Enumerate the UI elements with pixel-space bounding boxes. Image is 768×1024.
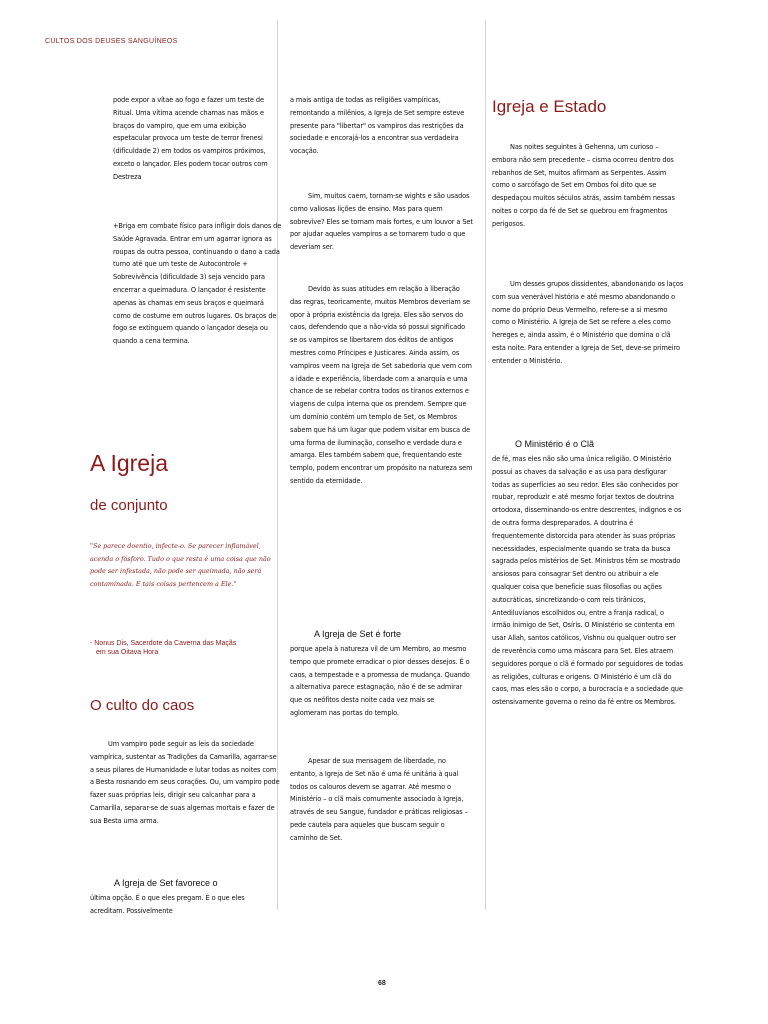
quote-attribution: [90, 640, 280, 657]
col3-paragraph-2: Um desses grupos dissidentes, abandonando os laços com sua venerável história e até mesmo abandonando o nome do próprio Deus Vermelho, refere-se a si mesmo como o Ministério. A Igreja de Set se refere a eles como hereges e, ainda assim, é o Ministério que domina o clã esta noite. Para entender a Igreja de Set, deve-se primeiro entender o Ministério.: [492, 280, 684, 365]
heading-a-igreja: A Igreja: [90, 450, 168, 476]
attribution-line-1: - Nonus Dis, Sacerdote da Caverna das Maçãs: [90, 640, 237, 647]
col1-paragraph-4: última opção. É o que eles pregam. É o que eles acreditam. Possivelmente: [90, 894, 245, 915]
heading-culto-do-caos: O culto do caos: [90, 697, 195, 714]
col3-paragraph-1: Nas noites seguintes à Gehenna, um curioso – embora não sem precedente – cisma ocorreu dentro dos rebanhos de Set, muitos afirmam as Serpentes. Assim como o sarcófago de Set em Ombos foi dito que se despedaçou muitos séculos atrás, assim também nessas noites o corpo da fé de Set se quebrou em fragmentos perigosos.: [492, 143, 675, 228]
subheading-favorece: A Igreja de Set favorece o: [114, 878, 218, 888]
col2-paragraph-1: a mais antiga de todas as religiões vampíricas, remontando a milênios, a Igreja de Set sempre esteve presente para "libertar" os vampiros das restrições da sociedade e encorajá-los a encontrar sua verdadeira vocação.: [290, 96, 465, 156]
col2-paragraph-3: Devido às suas atitudes em relação à liberação das regras, teoricamente, muitos Membros deveriam se opor à própria existência da Igreja. Eles são servos do caos, defendendo que a não-vida só possui significado se os vampiros se libertarem dos éditos de antigos mestres como Príncipes e Justicares. Ainda assim, os vampiros veem na Igreja de Set sabedoria que vem com a idade e experiência, liberdade com a anarquia e uma chance de se rebelar contra todos os tiranos externos e viagens de culpa interna que os prendem. Sempre que um domínio contém um templo de Set, os Membros sabem que há um lugar que podem visitar em busca de uma forma de iluminação, conselho e verdade dura e amarga. Eles também sabem que, frequentando este templo, podem encontrar um propósito na natureza sem sentido da eternidade.: [290, 285, 473, 485]
running-header: CULTOS DOS DEUSES SANGUÍNEOS: [45, 38, 178, 45]
col1-paragraph-1: pode expor a vítae ao fogo e fazer um teste de Ritual. Uma vítima acende chamas nas mãos e braços do vampiro, que em uma exibição espetacular provoca um teste de terror frenesi (dificuldade 2) em todos os vampiros próximos, exceto o lançador. Eles podem tocar outros com Destreza: [113, 96, 268, 181]
subheading-ministerio: O Ministério é o Clã: [515, 439, 595, 449]
col2-paragraph-5: Apesar de sua mensagem de liberdade, no entanto, a Igreja de Set não é uma fé unitária à qual todos os calouros devem se agarrar. Até mesmo o Ministério – o clã mais comumente associado à Igreja, através de seu Sangue, fundador e práticas religiosas – pede cautela para aqueles que buscam seguir o caminho de Set.: [290, 757, 468, 842]
attribution-line-2: em sua Oitava Hora: [96, 648, 159, 656]
heading-de-conjunto: de conjunto: [90, 497, 168, 514]
page-number: 68: [378, 980, 386, 987]
col1-paragraph-3: Um vampiro pode seguir as leis da sociedade vampírica, sustentar as Tradições da Camarilla, agarrar-se a seus pilares de Humanidade e lutar todas as noites com a Besta rosnando em seus corações. Ou, um vampiro pode fazer suas próprias leis, dirigir seu calcanhar para a Camarilla, separar-se de suas algemas mortais e fazer de sua Besta uma arma.: [90, 740, 280, 825]
col2-paragraph-2: Sim, muitos caem, tornam-se wights e são usados como valiosas lições de ensino. Mas para quem sobrevive? Eles se tornam mais fortes, e um louvor a Set por ajudar aqueles vampiros a se tornarem tudo o que deveriam ser.: [290, 192, 473, 252]
subheading-forte: A Igreja de Set é forte: [314, 629, 402, 639]
column-divider-2: [485, 20, 486, 910]
heading-igreja-e-estado: Igreja e Estado: [492, 97, 607, 116]
col3-paragraph-3: de fé, mas eles não são uma única religião. O Ministério possui as chaves da salvação e as usa para desfigurar todas as superfícies ao seu redor. Eles são conhecidos por roubar, reproduzir e até mesmo forjar textos de doutrina ortodoxa, disseminando-os entre descrentes, indignos e os de outra forma despreparados. A doutrina é frequentemente distorcida para atender às suas próprias necessidades, especialmente quando se trata da busca sagrada pelos mistérios de Set. Ministros têm se mostrado ansiosos para consagrar Set dentro ou atribuir a ele qualquer coisa que beneficie suas filosofias ou ações autocráticas, sincretizando-o com reis tirânicos, Antediluvianos escolhidos ou, entre a franja radical, o irmão inimigo de Set, Osíris. O Ministério se contenta em usar Allah, santos católicos, Vishnu ou qualquer outro ser de reverência como uma máscara para Set. Eles atraem seguidores porque o clã é formado por seguidores de todas as religiões, culturas e origens. O Ministério é um clã do caos, mas eles são o corpo, a burocracia e a sociedade que ostensivamente governa o reino da fé entre os Membros.: [492, 455, 684, 707]
epigraph-quote: "Se parece doentio, infecte-o. Se parecer inflamável, acenda o fósforo. Tudo o que resta é uma coisa que não pode ser infestada, não pode ser queimada, não será contaminada. E tais coisas pertencem a Ele.": [90, 542, 271, 588]
col1-paragraph-2: +Briga em combate físico para infligir dois danos de Saúde Agravada. Entrar em um agarrar ignora as roupas da outra pessoa, continuando o dano a cada turno até que um teste de Autocontrole + Sobrevivência (dificuldade 3) seja vencido para encerrar a queimadura. O lançador é resistente apenas às chamas em seus braços e queimará como de costume em outros lugares. Os braços de fogo se extinguem quando o lançador deseja ou quando a cena termina.: [113, 222, 282, 346]
col2-paragraph-4: porque apela à natureza vil de um Membro, ao mesmo tempo que promete erradicar o pior desses desejos. É o caos, a tempestade e a promessa de mudança. Quando a alternativa parece estagnação, não é de se admirar que os neófitos desta noite cada vez mais se aglomeram nas portas do templo.: [290, 645, 470, 717]
